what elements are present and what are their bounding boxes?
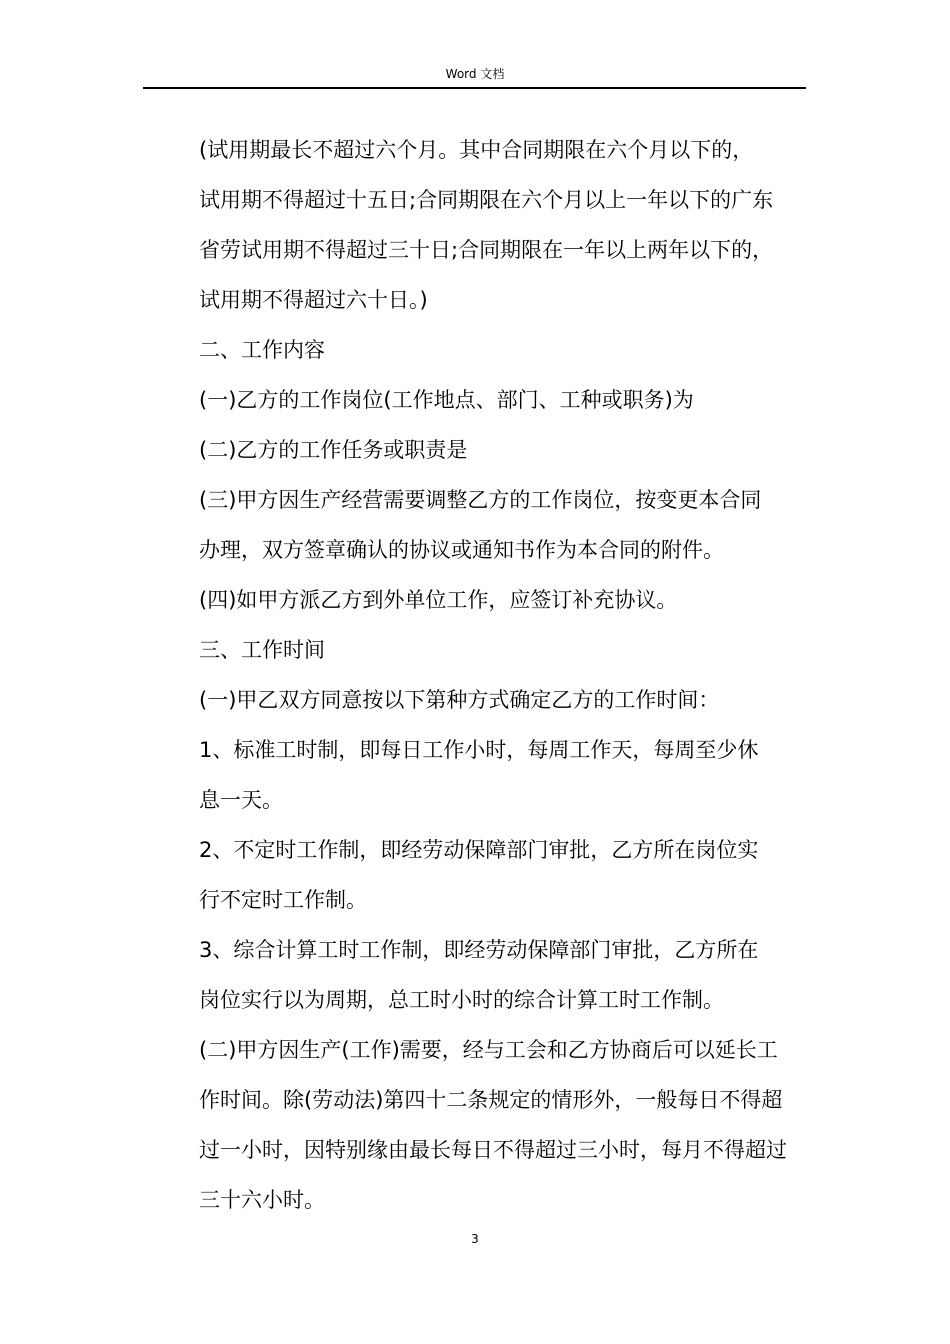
paragraph-work-time-method [178, 675, 808, 725]
paragraph-line: (试用期最长不超过六个月。其中合同期限在六个月以下的， [199, 138, 754, 162]
section-heading-work-content [178, 325, 808, 375]
page-number: 3 [471, 1232, 479, 1246]
paragraph-line: 三、工作时间 [199, 638, 325, 662]
paragraph-line: 省劳试用期不得超过三十日;合同期限在一年以上两年以下的， [199, 238, 774, 262]
paragraph-line: 作时间。除(劳动法)第四十二条规定的情形外，一般每日不得超 [199, 1088, 783, 1112]
paragraph-line: 二、工作内容 [199, 338, 325, 362]
paragraph-line: (三)甲方因生产经营需要调整乙方的工作岗位，按变更本合同 [199, 488, 762, 512]
paragraph-line: 岗位实行以为周期，总工时小时的综合计算工时工作制。 [199, 988, 724, 1012]
paragraph-line: 试用期不得超过六十日。) [199, 288, 428, 312]
header-divider [143, 87, 806, 89]
paragraph-line: 三十六小时。 [199, 1188, 325, 1212]
paragraph-overtime [178, 1025, 808, 1225]
paragraph-line: 办理，双方签章确认的协议或通知书作为本合同的附件。 [199, 538, 724, 562]
paragraph-work-post [178, 375, 808, 425]
paragraph-probation-note [178, 125, 808, 325]
section-heading-work-time [178, 625, 808, 675]
paragraph-line: 1、标准工时制，即每日工作小时，每周工作天，每周至少休 [199, 738, 759, 762]
paragraph-line: (二)乙方的工作任务或职责是 [199, 438, 468, 462]
paragraph-comprehensive-hours [178, 925, 808, 1025]
paragraph-line: 3、综合计算工时工作制，即经劳动保障部门审批，乙方所在 [199, 938, 759, 962]
paragraph-standard-hours [178, 725, 808, 825]
document-body [178, 125, 808, 1225]
paragraph-line: (二)甲方因生产(工作)需要，经与工会和乙方协商后可以延长工 [199, 1038, 778, 1062]
paragraph-work-duties [178, 425, 808, 475]
paragraph-line: 息一天。 [199, 788, 283, 812]
paragraph-line: 行不定时工作制。 [199, 888, 367, 912]
paragraph-post-adjustment [178, 475, 808, 575]
paragraph-line: (四)如甲方派乙方到外单位工作，应签订补充协议。 [199, 588, 678, 612]
page-header: Word 文档 [445, 67, 505, 81]
paragraph-line: 过一小时，因特别缘由最长每日不得超过三小时，每月不得超过 [199, 1138, 787, 1162]
paragraph-line: (一)乙方的工作岗位(工作地点、部门、工种或职务)为 [199, 388, 694, 412]
paragraph-line: 2、不定时工作制，即经劳动保障部门审批，乙方所在岗位实 [199, 838, 759, 862]
paragraph-flexible-hours [178, 825, 808, 925]
paragraph-external-assignment [178, 575, 808, 625]
paragraph-line: 试用期不得超过十五日;合同期限在六个月以上一年以下的广东 [199, 188, 774, 212]
paragraph-line: (一)甲乙双方同意按以下第种方式确定乙方的工作时间： [199, 688, 720, 712]
